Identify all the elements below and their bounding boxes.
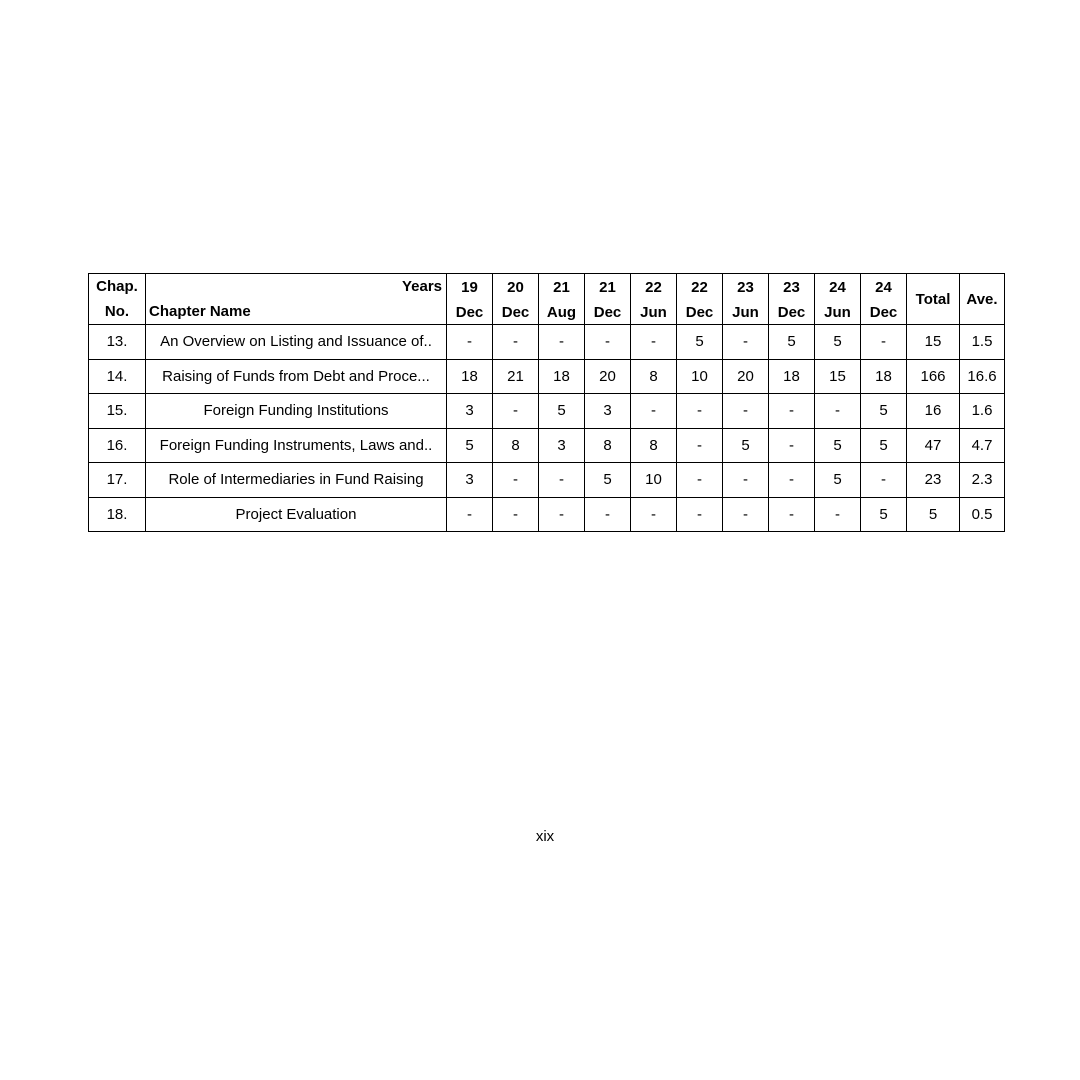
marks-cell: 10 [631, 463, 677, 498]
marks-cell: - [585, 497, 631, 532]
marks-cell: - [815, 394, 861, 429]
marks-cell: - [677, 463, 723, 498]
marks-cell: 5 [677, 325, 723, 360]
marks-cell: - [631, 325, 677, 360]
average-cell: 0.5 [960, 497, 1005, 532]
marks-cell: 3 [447, 394, 493, 429]
marks-cell: - [493, 325, 539, 360]
marks-cell: 5 [815, 428, 861, 463]
chapter-number-cell: 18. [89, 497, 146, 532]
total-header: Total [907, 274, 960, 325]
header-row-years [89, 274, 1005, 300]
chapter-name-cell: An Overview on Listing and Issuance of.. [146, 325, 447, 360]
marks-cell: - [723, 394, 769, 429]
average-header: Ave. [960, 274, 1005, 325]
total-cell: 16 [907, 394, 960, 429]
marks-cell: 20 [723, 359, 769, 394]
marks-cell: - [769, 394, 815, 429]
chapter-name-cell: Role of Intermediaries in Fund Raising [146, 463, 447, 498]
years-header-label: Years [146, 274, 447, 300]
chapter-number-cell: 14. [89, 359, 146, 394]
marks-cell: - [539, 497, 585, 532]
page-number: xix [535, 828, 555, 845]
table-row [89, 497, 1005, 532]
chapter-name-cell: Foreign Funding Institutions [146, 394, 447, 429]
average-cell: 4.7 [960, 428, 1005, 463]
total-cell: 47 [907, 428, 960, 463]
chapter-name-cell: Foreign Funding Instruments, Laws and.. [146, 428, 447, 463]
marks-cell: - [769, 497, 815, 532]
marks-cell: - [493, 394, 539, 429]
table-row [89, 325, 1005, 360]
marks-cell: - [447, 325, 493, 360]
total-cell: 5 [907, 497, 960, 532]
marks-cell: 5 [447, 428, 493, 463]
year-header: 20 [493, 274, 539, 300]
marks-cell: 21 [493, 359, 539, 394]
marks-cell: - [815, 497, 861, 532]
marks-cell: - [769, 463, 815, 498]
marks-cell: 5 [861, 394, 907, 429]
marks-cell: 18 [539, 359, 585, 394]
marks-cell: - [861, 463, 907, 498]
chapter-name-header: Chapter Name [146, 299, 447, 325]
total-cell: 166 [907, 359, 960, 394]
marks-cell: - [539, 463, 585, 498]
marks-cell: 5 [769, 325, 815, 360]
month-header: Dec [769, 299, 815, 325]
month-header: Aug [539, 299, 585, 325]
average-cell: 1.6 [960, 394, 1005, 429]
total-cell: 15 [907, 325, 960, 360]
marks-cell: - [631, 394, 677, 429]
marks-cell: 8 [631, 428, 677, 463]
marks-cell: - [631, 497, 677, 532]
year-header: 24 [815, 274, 861, 300]
marks-cell: 5 [861, 497, 907, 532]
chapter-number-cell: 16. [89, 428, 146, 463]
year-header: 24 [861, 274, 907, 300]
marks-cell: 18 [861, 359, 907, 394]
marks-cell: - [861, 325, 907, 360]
marks-cell: - [723, 325, 769, 360]
table-row [89, 463, 1005, 498]
marks-cell: 20 [585, 359, 631, 394]
marks-cell: 5 [585, 463, 631, 498]
table-row [89, 359, 1005, 394]
total-cell: 23 [907, 463, 960, 498]
header-row-months [89, 299, 1005, 325]
month-header: Dec [677, 299, 723, 325]
marks-cell: - [447, 497, 493, 532]
marks-cell: - [677, 428, 723, 463]
year-header: 21 [539, 274, 585, 300]
month-header: Dec [493, 299, 539, 325]
average-cell: 16.6 [960, 359, 1005, 394]
marks-cell: - [677, 497, 723, 532]
marks-cell: - [493, 497, 539, 532]
month-header: Jun [815, 299, 861, 325]
average-cell: 2.3 [960, 463, 1005, 498]
marks-cell: 18 [769, 359, 815, 394]
marks-cell: 5 [815, 325, 861, 360]
marks-cell: - [723, 497, 769, 532]
marks-cell: - [539, 325, 585, 360]
month-header: Jun [723, 299, 769, 325]
chapter-name-cell: Raising of Funds from Debt and Proce... [146, 359, 447, 394]
table-row [89, 428, 1005, 463]
marks-distribution-table [88, 273, 1005, 532]
marks-cell: 3 [539, 428, 585, 463]
chapter-number-cell: 13. [89, 325, 146, 360]
marks-cell: - [493, 463, 539, 498]
marks-cell: 5 [539, 394, 585, 429]
marks-cell: 5 [861, 428, 907, 463]
year-header: 23 [769, 274, 815, 300]
marks-cell: 8 [493, 428, 539, 463]
marks-cell: - [585, 325, 631, 360]
year-header: 22 [677, 274, 723, 300]
month-header: Dec [861, 299, 907, 325]
table-row [89, 394, 1005, 429]
month-header: Dec [585, 299, 631, 325]
year-header: 19 [447, 274, 493, 300]
marks-cell: 5 [723, 428, 769, 463]
average-cell: 1.5 [960, 325, 1005, 360]
chapter-number-cell: 17. [89, 463, 146, 498]
chapter-number-cell: 15. [89, 394, 146, 429]
marks-cell: 10 [677, 359, 723, 394]
marks-cell: - [677, 394, 723, 429]
marks-cell: 15 [815, 359, 861, 394]
marks-cell: 8 [585, 428, 631, 463]
chap-header-line1: Chap. [89, 274, 146, 300]
chap-header-line2: No. [89, 299, 146, 325]
marks-cell: - [769, 428, 815, 463]
table-body [89, 325, 1005, 532]
year-header: 22 [631, 274, 677, 300]
chapter-name-cell: Project Evaluation [146, 497, 447, 532]
year-header: 23 [723, 274, 769, 300]
month-header: Jun [631, 299, 677, 325]
marks-cell: 3 [447, 463, 493, 498]
month-header: Dec [447, 299, 493, 325]
marks-cell: 5 [815, 463, 861, 498]
year-header: 21 [585, 274, 631, 300]
marks-cell: - [723, 463, 769, 498]
marks-cell: 18 [447, 359, 493, 394]
marks-cell: 8 [631, 359, 677, 394]
marks-cell: 3 [585, 394, 631, 429]
